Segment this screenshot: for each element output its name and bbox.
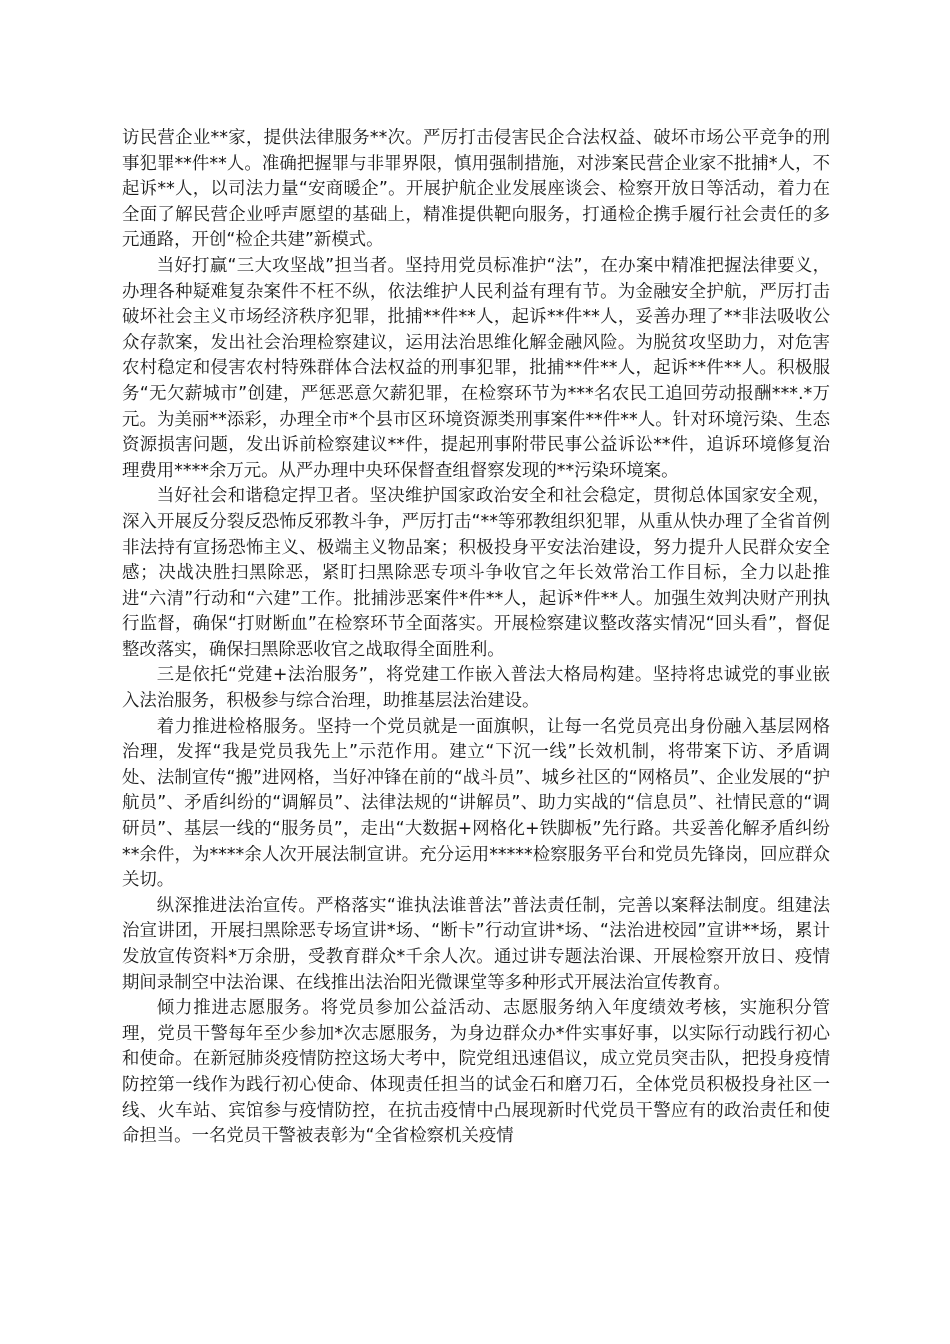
paragraph-volunteer-service: 倾力推进志愿服务。将党员参加公益活动、志愿服务纳入年度绩效考核，实施积分管理，党员干警每年至少参加*次志愿服务，为身边群众办*件实事好事，以实际行动践行初心和使命。在新冠肺炎疫情防控这场大考中，院党组迅速倡议，成立党员突击队，把投身疫情防控第一线作为践行初心使命、体现责任担当的试金石和磨刀石，全体党员积极投身社区一线、火车站、宾馆参与疫情防控，在抗击疫情中凸展现新时代党员干警应有的政治责任和使命担当。一名党员干警被表彰为“全省检察机关疫情 xyxy=(122,998,830,1147)
paragraph-private-enterprise-service: 访民营企业**家，提供法律服务**次。严厉打击侵害民企合法权益、破坏市场公平竞争的刑事犯罪**件**人。准确把握罪与非罪界限，慎用强制措施，对涉案民营企业家不批捕*人，不起诉**人，以司法力量“安商暖企”。开展护航企业发展座谈会、检察开放日等活动，着力在全面了解民营企业呼声愿望的基础上，精准提供靶向服务，打通检企携手履行社会责任的多元通路，开创“检企共建”新模式。 xyxy=(122,128,830,251)
paragraph-party-building-legal-service: 三是依托“党建+法治服务”，将党建工作嵌入普法大格局构建。坚持将忠诚党的事业嵌入法治服务，积极参与综合治理，助推基层法治建设。 xyxy=(122,665,830,712)
paragraph-three-battles: 当好打赢“三大攻坚战”担当者。坚持用党员标准护“法”，在办案中精准把握法律要义，办理各种疑难复杂案件不枉不纵，依法维护人民利益有理有节。为金融安全护航，严厉打击破坏社会主义市场经济秩序犯罪，批捕**件**人，起诉**件**人，妥善办理了**非法吸收公众存款案，发出社会治理检察建议，运用法治思维化解金融风险。为脱贫攻坚助力，对危害农村稳定和侵害农村特殊群体合法权益的刑事犯罪，批捕**件**人，起诉**件**人。积极服务“无欠薪城市”创建，严惩恶意欠薪犯罪，在检察环节为***名农民工追回劳动报酬***.*万元。为美丽**添彩，办理全市*个县市区环境资源类刑事案件**件**人。针对环境污染、生态资源损害问题，发出诉前检察建议**件，提起刑事附带民事公益诉讼**件，追诉环境修复治理费用****余万元。从严办理中央环保督查组督察发现的**污染环境案。 xyxy=(122,255,830,481)
paragraph-legal-publicity: 纵深推进法治宣传。严格落实“谁执法谁普法”普法责任制，完善以案释法制度。组建法治宣讲团，开展扫黑除恶专场宣讲*场、“断卡”行动宣讲*场、“法治进校园”宣讲**场，累计发放宣传资料*万余册，受教育群众*千余人次。通过讲专题法治课、开展检察开放日、疫情期间录制空中法治课、在线推出法治阳光微课堂等多种形式开展法治宣传教育。 xyxy=(122,895,830,993)
document-page xyxy=(122,126,830,1150)
paragraph-grid-service: 着力推进检格服务。坚持一个党员就是一面旗帜，让每一名党员亮出身份融入基层网格治理，发挥“我是党员我先上”示范作用。建立“下沉一线”长效机制，将带案下访、矛盾调处、法制宣传“搬”进网格，当好冲锋在前的“战斗员”、城乡社区的“网格员”、企业发展的“护航员”、矛盾纠纷的“调解员”、法律法规的“讲解员”、助力实战的“信息员”、社情民意的“调研员”、基层一线的“服务员”，走出“大数据+网格化+铁脚板”先行路。共妥善化解矛盾纠纷**余件，为****余人次开展法制宣讲。充分运用*****检察服务平台和党员先锋岗，回应群众关切。 xyxy=(122,716,830,891)
paragraph-social-stability: 当好社会和谐稳定捍卫者。坚决维护国家政治安全和社会稳定，贯彻总体国家安全观，深入开展反分裂反恐怖反邪教斗争，严厉打击“**等邪教组织犯罪，从重从快办理了全省首例非法持有宣扬恐怖主义、极端主义物品案；积极投身平安法治建设，努力提升人民群众安全感；决战决胜扫黑除恶，紧盯扫黑除恶专项斗争收官之年长效常治工作目标，全力以赴推进“六清”行动和“六建”工作。批捕涉恶案件*件**人，起诉*件**人。加强生效判决财产刑执行监督，确保“打财断血”在检察环节全面落实。开展检察建议整改落实情况“回头看”，督促整改落实，确保扫黑除恶收官之战取得全面胜利。 xyxy=(122,486,830,660)
